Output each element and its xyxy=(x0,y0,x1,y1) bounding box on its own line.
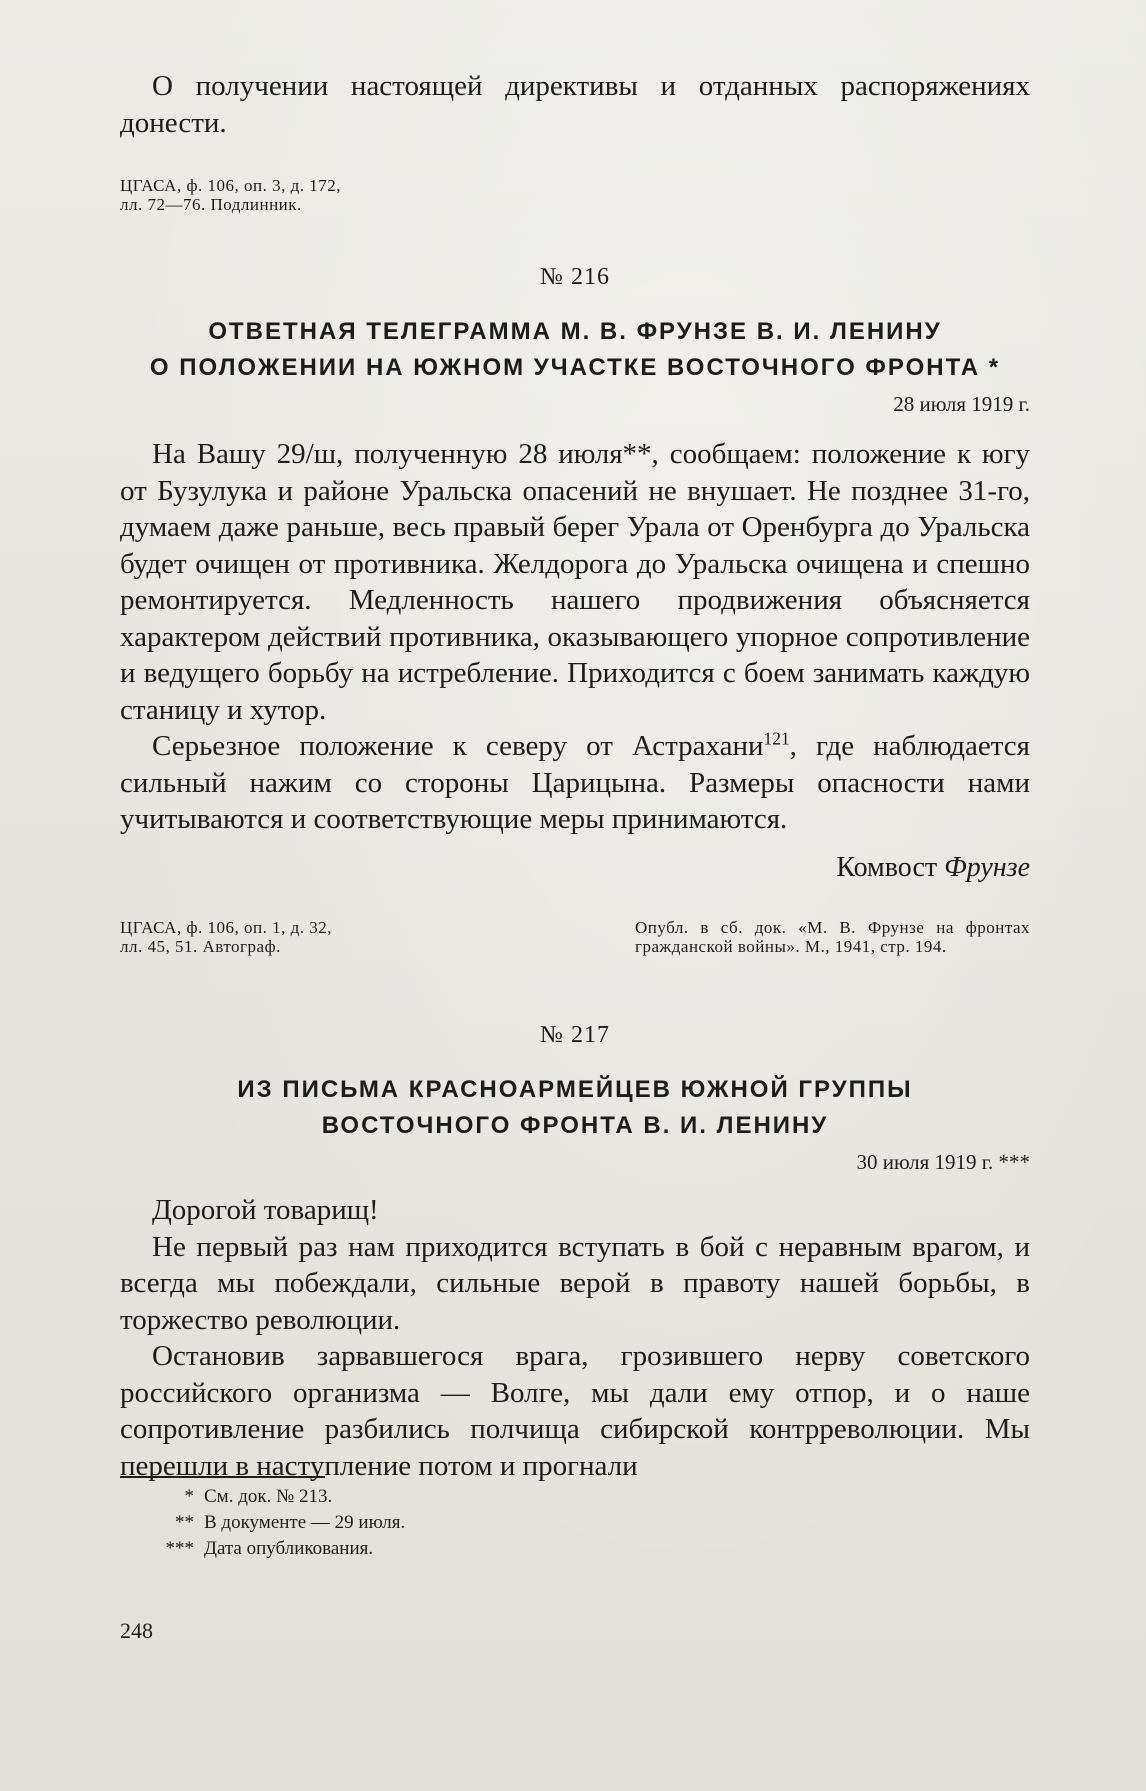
footnotes xyxy=(120,1484,1030,1562)
archive-source xyxy=(120,918,420,956)
document-216-body xyxy=(120,436,1030,838)
title-line: ОТВЕТНАЯ ТЕЛЕГРАММА М. В. ФРУНЗЕ В. И. ЛЕНИНУ xyxy=(208,318,942,345)
document-216-sources xyxy=(120,918,1030,956)
salutation: Дорогой товарищ! xyxy=(152,1194,379,1226)
document-217-date xyxy=(120,1150,1030,1175)
document-216-number xyxy=(120,264,1030,291)
signature-name: Фрунзе xyxy=(944,852,1030,883)
source-line: лл. 45, 51. Автограф. xyxy=(120,937,281,956)
source-line: Опубл. в сб. док. «М. В. Фрунзе на фронтах гражданской войны». М., 1941, стр. 194. xyxy=(635,918,1030,956)
title-line: ВОСТОЧНОГО ФРОНТА В. И. ЛЕНИНУ xyxy=(321,1112,829,1139)
footnote-text: В документе — 29 июля. xyxy=(204,1512,406,1533)
previous-document-source xyxy=(120,176,1030,214)
footnote-text: Дата опубликования. xyxy=(204,1538,374,1559)
footnote-mark: ** xyxy=(175,1512,194,1533)
title-line: ИЗ ПИСЬМА КРАСНОАРМЕЙЦЕВ ЮЖНОЙ ГРУППЫ xyxy=(237,1076,913,1103)
body-paragraph: Не первый раз нам приходится вступать в бой с неравным врагом, и всегда мы побеждали, сильные верой в правоту нашей борьбы, в торжество революции. xyxy=(120,1230,1030,1336)
signature-role: Комвост xyxy=(836,852,938,883)
paragraph-text: , где наблюдается сильный нажим со стороны Царицына. Размеры опасности нами учитываются и соответствующие меры принимаются. xyxy=(120,730,1030,835)
document-216-date xyxy=(120,392,1030,417)
document-216-title xyxy=(120,314,1030,386)
footnote-mark: * xyxy=(184,1486,194,1507)
signature xyxy=(120,852,1030,884)
body-paragraph: Остановив зарвавшегося врага, грозившего нерву советского российского организма — Волге, мы дали ему отпор, и о наше сопротивление разбились полчища сибирской контрреволюции. Мы перешли в наступление потом и прогнали xyxy=(120,1340,1030,1482)
document-217-number xyxy=(120,1022,1030,1049)
footnote-item xyxy=(120,1536,1030,1562)
body-paragraph xyxy=(120,728,1030,838)
source-line: ЦГАСА, ф. 106, оп. 1, д. 32, xyxy=(120,918,332,937)
document-number: № 217 xyxy=(540,1022,610,1048)
endnote-marker: 121 xyxy=(763,728,790,749)
footnote-rule xyxy=(120,1476,325,1478)
document-217-body xyxy=(120,1192,1030,1484)
footnote-item xyxy=(120,1510,1030,1536)
publication-source xyxy=(635,918,1030,956)
previous-document-ending xyxy=(120,68,1030,141)
document-date: 28 июля 1919 г. xyxy=(893,392,1030,416)
title-line: О ПОЛОЖЕНИИ НА ЮЖНОМ УЧАСТКЕ ВОСТОЧНОГО ФРОНТА * xyxy=(149,354,1001,381)
source-line: ЦГАСА, ф. 106, оп. 3, д. 172, xyxy=(120,176,341,195)
document-number: № 216 xyxy=(540,264,610,290)
document-216-signature xyxy=(120,852,1030,884)
paragraph-text: Серьезное положение к северу от Астрахани xyxy=(152,730,764,762)
document-217-title xyxy=(120,1072,1030,1144)
footnote-text: См. док. № 213. xyxy=(204,1486,333,1507)
footnote-item xyxy=(120,1484,1030,1510)
footnote-list xyxy=(120,1484,1030,1562)
footnote-mark: *** xyxy=(165,1538,194,1559)
closing-paragraph: О получении настоящей директивы и отданных распоряжениях донести. xyxy=(120,70,1030,139)
body-paragraph: На Вашу 29/ш, полученную 28 июля**, сообщаем: положение к югу от Бузулука и районе Уральска опасений не внушает. Не позднее 31-го, думаем даже раньше, весь правый берег Урала от Оренбурга до Уральска будет очищен от противника. Желдорога до Уральска очищена и спешно ремонтируется. Медленность нашего продвижения объясняется характером действий противника, оказывающего упорное сопротивление и ведущего борьбу на истребление. Приходится с боем занимать каждую станицу и хутор. xyxy=(120,438,1030,726)
page-number: 248 xyxy=(120,1618,153,1643)
document-date: 30 июля 1919 г. *** xyxy=(856,1150,1030,1174)
source-line: лл. 72—76. Подлинник. xyxy=(120,195,302,214)
